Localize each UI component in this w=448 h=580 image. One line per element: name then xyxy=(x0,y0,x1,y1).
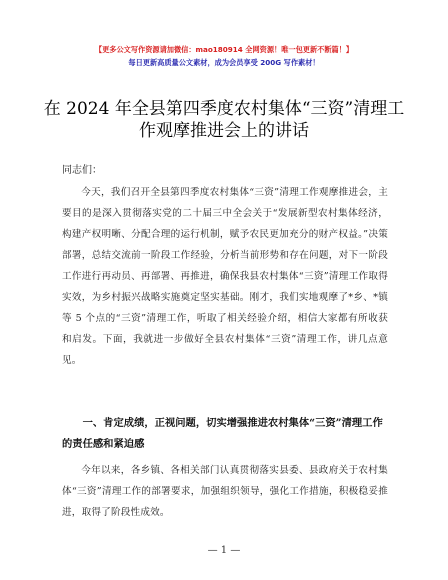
body-paragraph-1: 今天，我们召开全县第四季度农村集体“三资”清理工作观摩推进会，主要目的是深入贯彻落实党的二十届三中全会关于“发展新型农村集体经济，构建产权明晰、分配合理的运行机制，赋予农民更加充分的财产权益。”决策部署，总结交流前一阶段工作经验，分析当前形势和存在问题，对下一阶段工作进行再动员、再部署、再推进，确保我县农村集体“三资”清理工作取得实效，为乡村振兴战略实施奠定坚实基础。刚才，我们实地观摩了*乡、*镇等 5 个点的“三资”清理工作，听取了相关经验介绍，相信大家都有所收获和启发。下面，我就进一步做好全县农村集体“三资”清理工作，讲几点意见。 xyxy=(62,187,388,366)
document-title-line-2: 作观摩推进会上的讲话 xyxy=(139,121,309,141)
page-number: — 1 — xyxy=(207,545,241,556)
promo-banner-line-2: 每日更新高质量公文素材，成为会员享受 200G 写作素材！ xyxy=(128,58,320,67)
document-title-line-1: 在 2024 年全县第四季度农村集体“三资”清理工 xyxy=(43,99,405,119)
body-paragraph-2: 今年以来，各乡镇、各相关部门认真贯彻落实县委、县政府关于农村集体“三资”清理工作的部署要求，加强组织领导，强化工作措施，积极稳妥推进，取得了阶段性成效。 xyxy=(62,465,388,518)
section-heading-1: 一、肯定成绩，正视问题，切实增强推进农村集体“三资”清理工作的责任感和紧迫感 xyxy=(62,417,383,450)
salutation: 同志们： xyxy=(62,165,102,176)
promo-banner-line-1: 【更多公文写作资源请加微信：mao180914 全网资源！唯一包更新不断篇！】 xyxy=(94,45,354,54)
